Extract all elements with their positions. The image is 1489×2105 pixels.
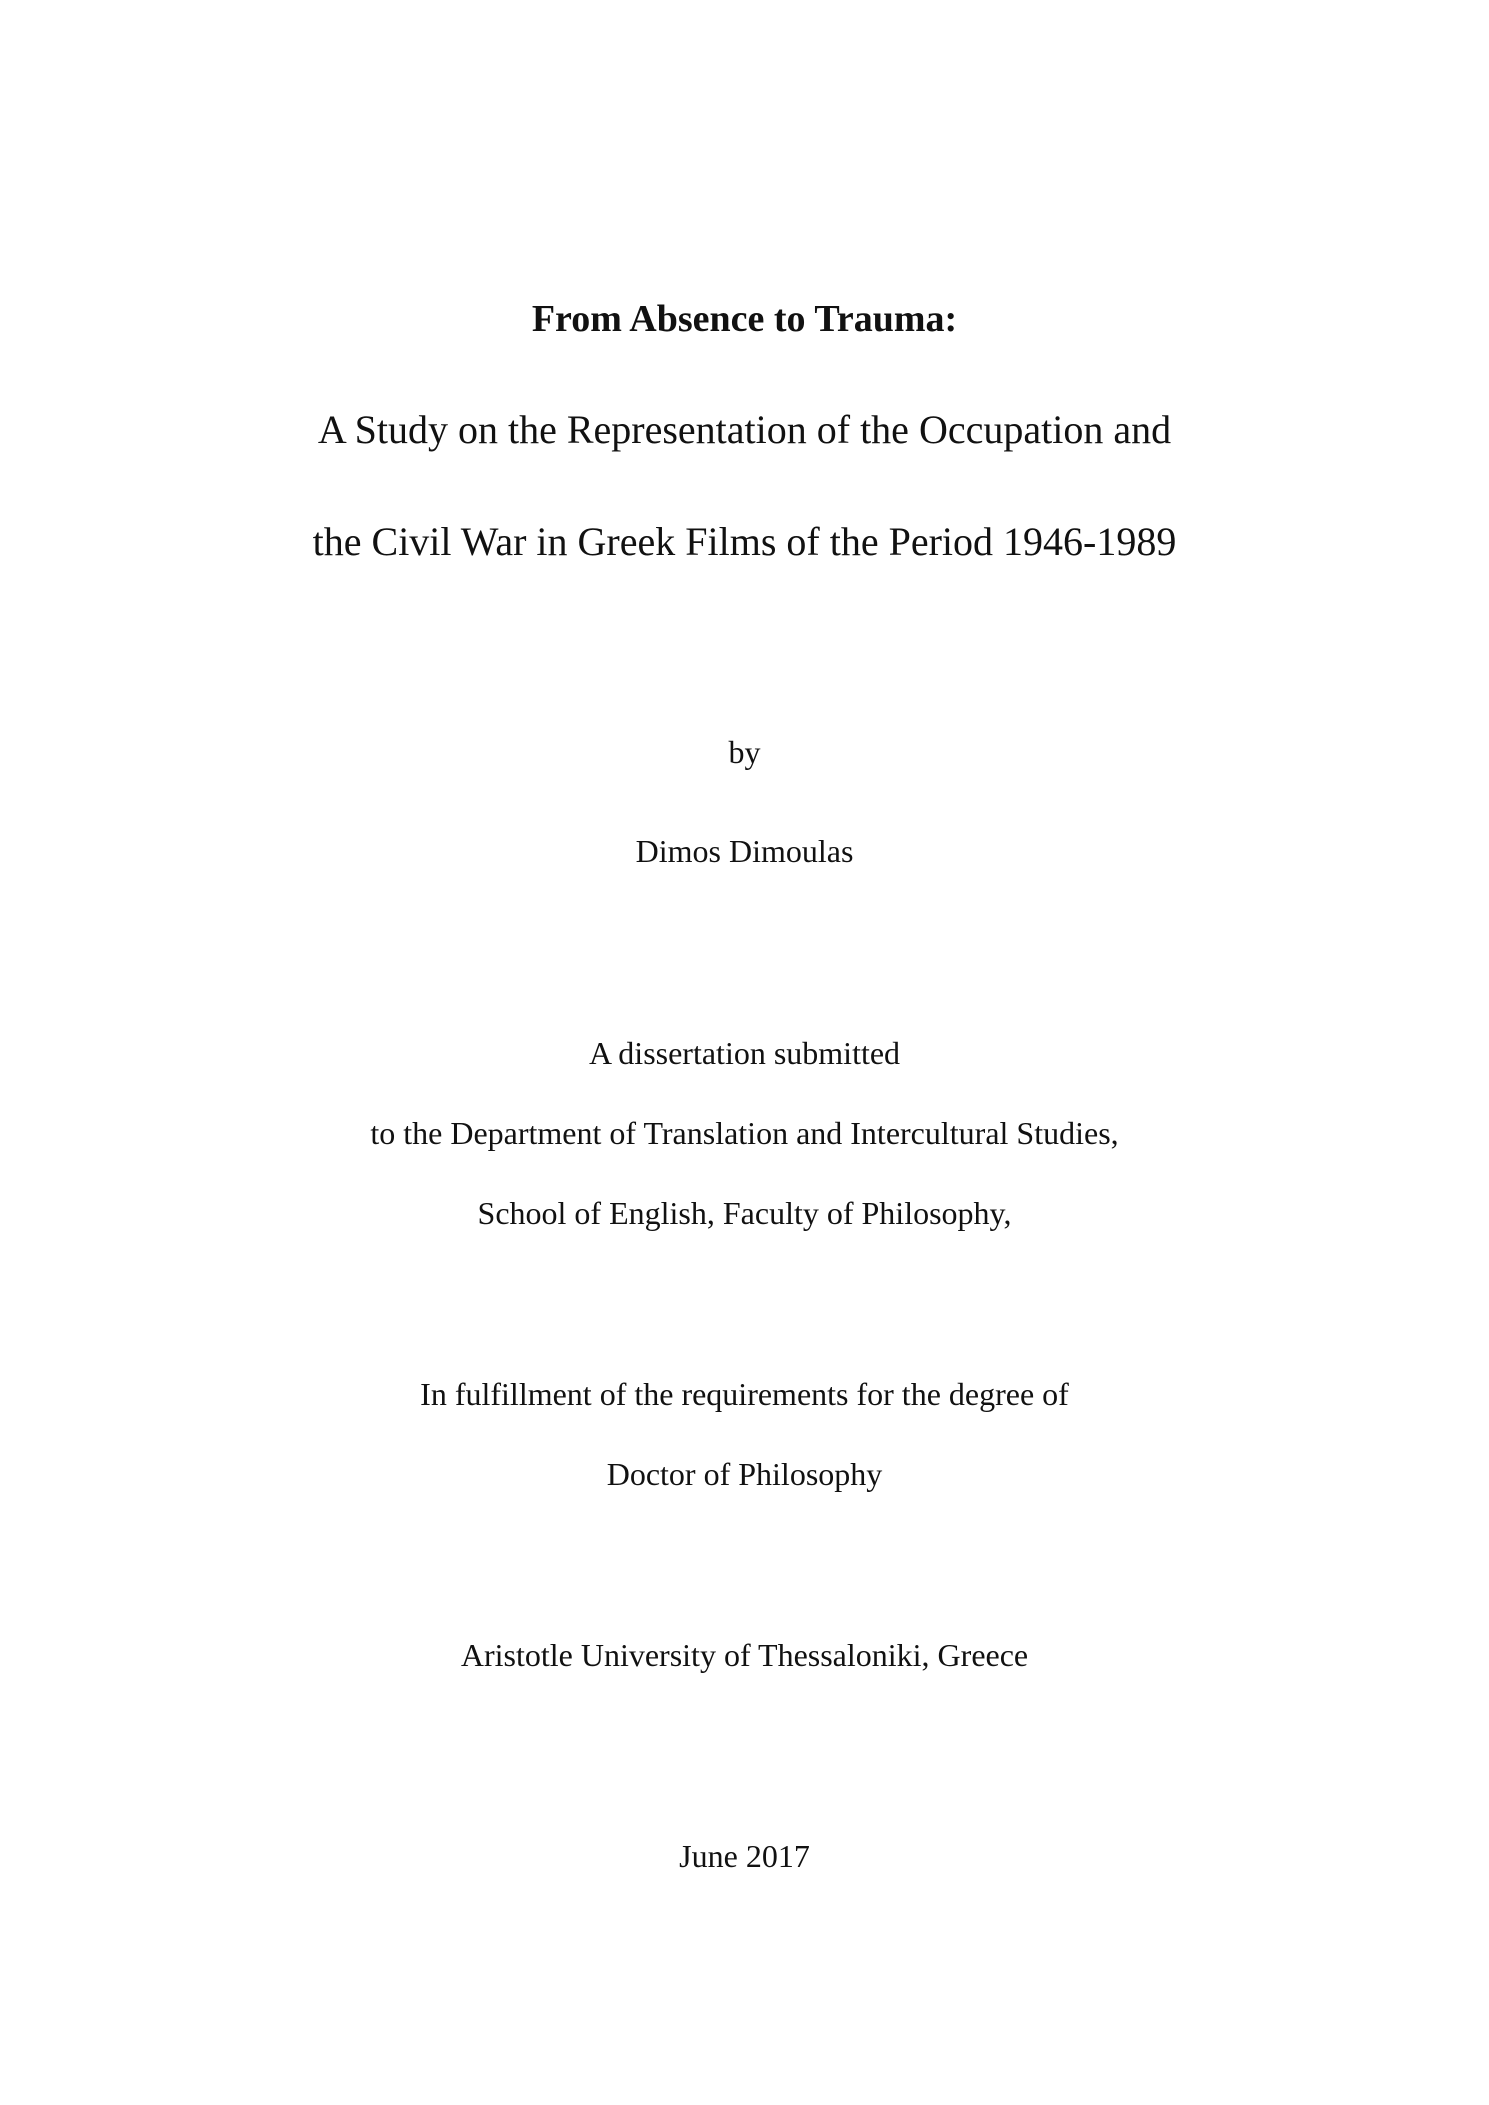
subtitle-line: the Civil War in Greek Films of the Period 1946-1989	[312, 519, 1177, 564]
submission-line: to the Department of Translation and Intercultural Studies,	[370, 1115, 1119, 1151]
degree-name: Doctor of Philosophy	[606, 1456, 883, 1492]
by-label: by	[728, 734, 761, 770]
requirement-line: In fulfillment of the requirements for the degree of	[420, 1376, 1069, 1412]
submission-date: June 2017	[679, 1838, 810, 1874]
author-name: Dimos Dimoulas	[635, 833, 854, 869]
submission-line: School of English, Faculty of Philosophy,	[477, 1195, 1012, 1231]
dissertation-title: From Absence to Trauma:	[531, 298, 958, 340]
subtitle-line: A Study on the Representation of the Occupation and	[317, 407, 1172, 452]
university-name: Aristotle University of Thessaloniki, Greece	[460, 1637, 1029, 1673]
submission-line: A dissertation submitted	[588, 1035, 901, 1071]
